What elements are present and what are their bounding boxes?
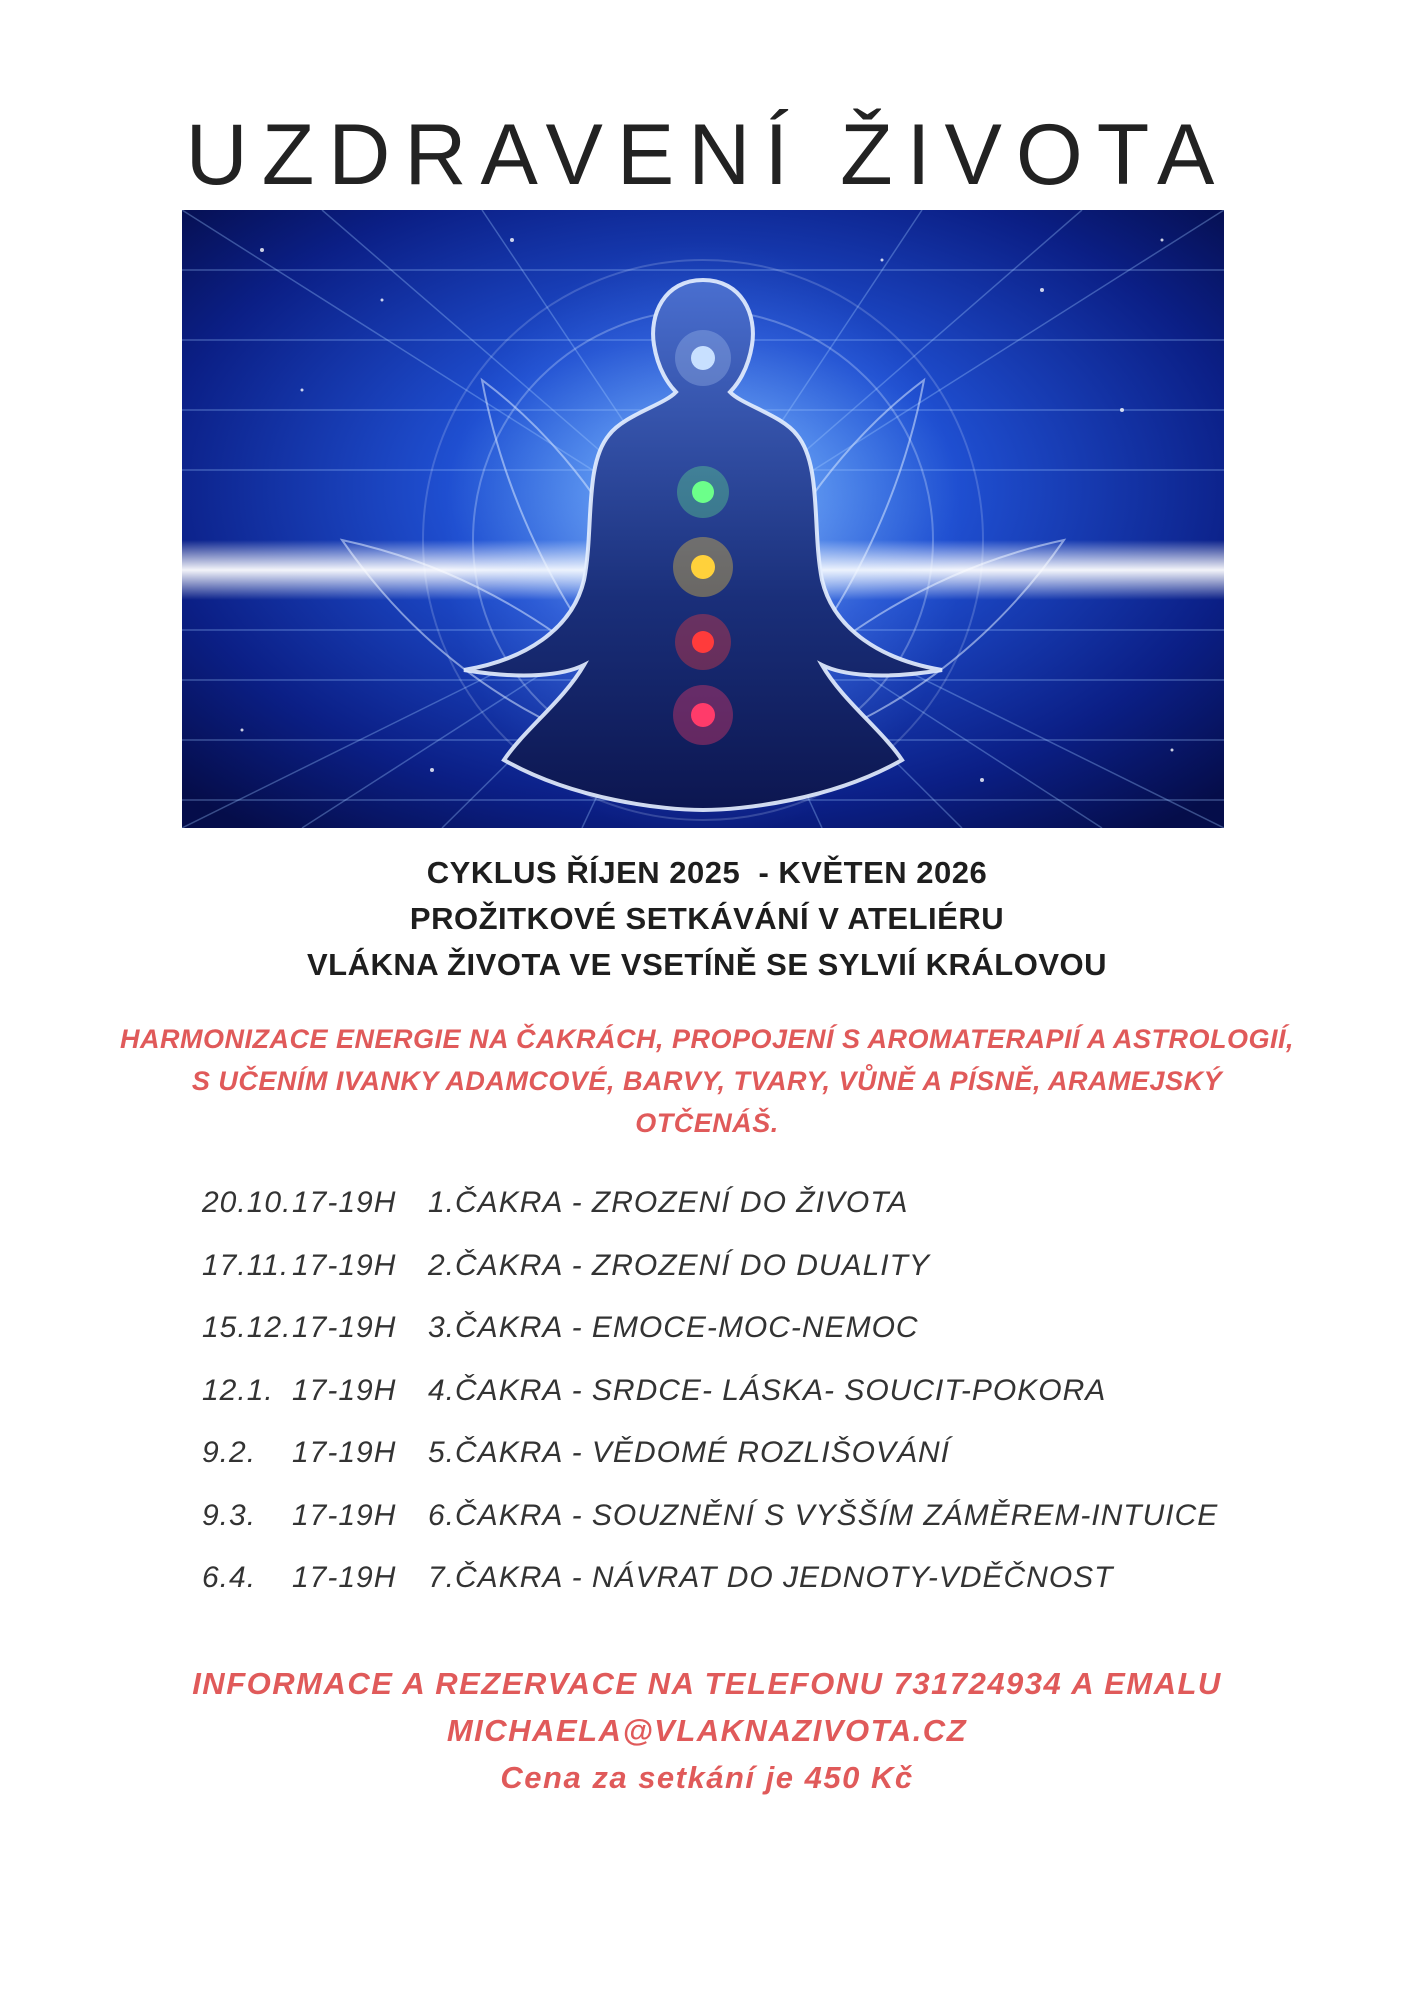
- schedule-row: [202, 1235, 1322, 1298]
- schedule-topic: 5.ČAKRA - VĚDOMÉ ROZLIŠOVÁNÍ: [428, 1436, 950, 1470]
- schedule-time: 17-19H: [292, 1436, 397, 1470]
- schedule-date: 6.4.: [202, 1561, 257, 1595]
- schedule-date: 20.10.: [202, 1186, 292, 1220]
- subtitle-line-2: PROŽITKOVÉ SETKÁVÁNÍ V ATELIÉRU: [409, 901, 1005, 936]
- schedule-topic: 2.ČAKRA - ZROZENÍ DO DUALITY: [428, 1248, 930, 1282]
- schedule-date: 12.1.: [202, 1373, 274, 1407]
- schedule-topic: 4.ČAKRA - SRDCE- LÁSKA- SOUCIT-POKORA: [428, 1373, 1107, 1407]
- subtitle-line-1: CYKLUS ŘÍJEN 2025 - KVĚTEN 2026: [426, 855, 988, 890]
- contact-line: INFORMACE A REZERVACE NA TELEFONU 731724934 A EMALU: [192, 1666, 1222, 1701]
- description-line-2: S UČENÍM IVANKY ADAMCOVÉ, BARVY, TVARY, VŮNĚ A PÍSNĚ, ARAMEJSKÝ: [191, 1066, 1223, 1096]
- schedule-date: 9.2.: [202, 1436, 257, 1470]
- schedule-date: 17.11.: [202, 1248, 290, 1282]
- schedule-time: 17-19H: [292, 1373, 397, 1407]
- schedule-row: [202, 1547, 1322, 1610]
- meditation-illustration: [182, 210, 1224, 828]
- price-text: Cena za setkání je 450 Kč: [500, 1760, 914, 1795]
- page-title: UZDRAVENÍ ŽIVOTA: [185, 107, 1229, 203]
- schedule-row: [202, 1422, 1322, 1485]
- schedule-topic: 6.ČAKRA - SOUZNĚNÍ S VYŠŠÍM ZÁMĚREM-INTUICE: [428, 1498, 1219, 1532]
- schedule-row: [202, 1485, 1322, 1548]
- schedule-topic: 1.ČAKRA - ZROZENÍ DO ŽIVOTA: [428, 1186, 909, 1220]
- schedule-time: 17-19H: [292, 1498, 397, 1532]
- schedule-date: 9.3.: [202, 1498, 257, 1532]
- schedule-list: [202, 1172, 1322, 1610]
- schedule-row: [202, 1297, 1322, 1360]
- schedule-time: 17-19H: [292, 1248, 397, 1282]
- description: [90, 1018, 1324, 1144]
- cycle-subtitle: [0, 850, 1414, 988]
- subtitle-line-3: VLÁKNA ŽIVOTA VE VSETÍNĚ SE SYLVIÍ KRÁLOVOU: [306, 947, 1108, 982]
- schedule-row: [202, 1360, 1322, 1423]
- schedule-time: 17-19H: [292, 1311, 397, 1345]
- contact-info: [0, 1660, 1414, 1801]
- meditation-image: [182, 210, 1224, 828]
- contact-email: MICHAELA@VLAKNAZIVOTA.CZ: [446, 1713, 968, 1748]
- description-line-1: HARMONIZACE ENERGIE NA ČAKRÁCH, PROPOJENÍ S AROMATERAPIÍ A ASTROLOGIÍ,: [119, 1024, 1295, 1054]
- schedule-row: [202, 1172, 1322, 1235]
- schedule-topic: 3.ČAKRA - EMOCE-MOC-NEMOC: [428, 1311, 919, 1345]
- schedule-time: 17-19H: [292, 1561, 397, 1595]
- description-line-3: OTČENÁŠ.: [635, 1108, 779, 1138]
- schedule-time: 17-19H: [292, 1186, 397, 1220]
- schedule-date: 15.12.: [202, 1311, 292, 1345]
- schedule-topic: 7.ČAKRA - NÁVRAT DO JEDNOTY-VDĚČNOST: [428, 1561, 1114, 1595]
